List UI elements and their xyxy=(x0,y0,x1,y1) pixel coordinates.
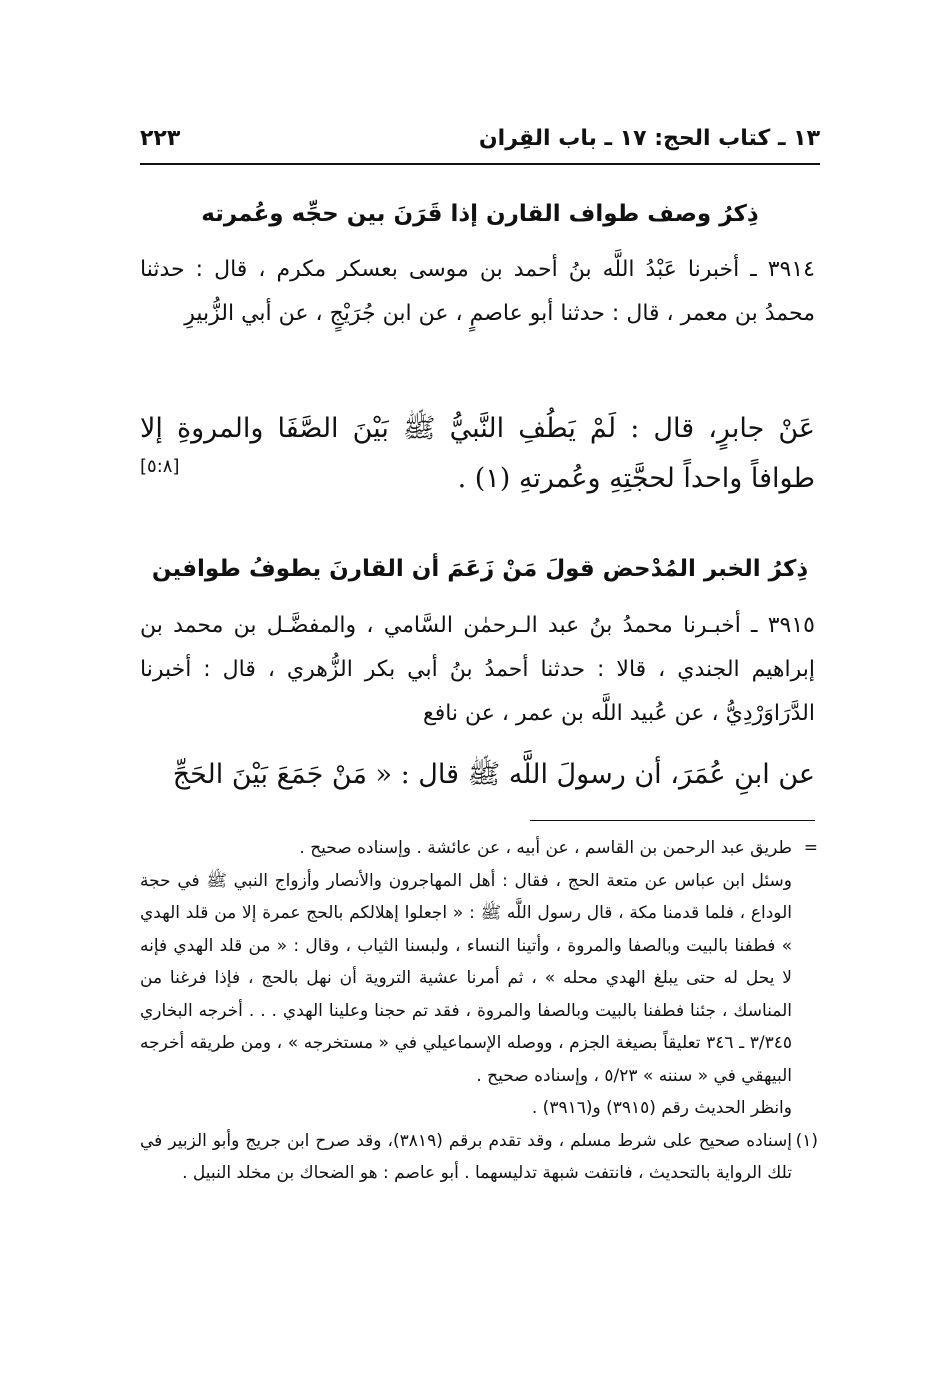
isnad-3914: ٣٩١٤ ـ أخبرنا عَبْدُ اللَّه بنُ أحمد بن موسى بعسكر مكرم ، قال : حدثنا محمدُ بن معمر ، قال : حدثنا أبو عاصمٍ ، عن ابن جُرَيْجٍ ، عن أبي الزُّبيرِ xyxy=(140,257,815,326)
footnote-marker: = xyxy=(803,838,818,858)
footnote-line: إسناده صحيح على شرط مسلم ، وقد تقدم برقم (٣٨١٩)، وقد صرح ابن جريج وأبو الزبير في تلك الرواية بالتحديث ، فانتفت شبهة تدليسهما . أبو عاصم : هو الضحاك بن مخلد النبيل . xyxy=(140,1130,792,1183)
section-heading-1: ذِكرُ وصف طواف القارن إذا قَرَنَ بين حجِّه وعُمرته xyxy=(201,201,759,227)
reference-tag: [٥:٨] xyxy=(140,456,180,477)
running-header xyxy=(140,126,820,160)
footnote-marker: (١) xyxy=(795,1130,818,1151)
footnote-line: طريق عبد الرحمن بن القاسم ، عن أبيه ، عن عائشة . وإسناده صحيح . xyxy=(299,838,792,858)
footnote-line: وانظر الحديث رقم (٣٩١٥) و(٣٩١٦) . xyxy=(531,1098,792,1118)
matn-3914: عَنْ جابرٍ، قال : لَمْ يَطُفِ النَّبيُّ ﷺ بَيْنَ الصَّفَا والمروةِ إلا طوافاً واحداً لحجَّتِهِ وعُمرتهِ (١) . xyxy=(140,413,815,494)
footnote-divider xyxy=(530,820,815,821)
matn-3915: عن ابنِ عُمَرَ، أن رسولَ اللَّه ﷺ قال : « مَنْ جَمَعَ بَيْنَ الحَجِّ xyxy=(172,759,815,790)
page-number: ٢٢٣ xyxy=(140,126,181,151)
footnote-continued xyxy=(140,832,818,1125)
footnote-line: وسئل ابن عباس عن متعة الحج ، فقال : أهل المهاجرون والأنصار وأزواج النبي ﷺ في حجة الوداع ، فلما قدمنا مكة ، قال رسول اللَّه ﷺ : « اجعلوا إهلالكم بالحج عمرة إلا من قلد الهدي » فطفنا بالبيت وبالصفا والمروة ، وأتينا النساء ، ولبسنا الثياب ، وقال : « من قلد الهدي فإنه لا يحل له حتى يبلغ الهدي محله » ، ثم أمرنا عشية التروية أن نهل بالحج ، فإذا فرغنا من المناسك ، جئنا فطفنا بالبيت وبالصفا والمروة ، فقد تم حجنا وعلينا الهدي . . . أخرجه البخاري ٣/٣٤٥ ـ ٣٤٦ تعليقاً بصيغة الجزم ، ووصله الإسماعيلي في « مستخرجه » ، ومن طريقه أخرجه البيهقي في « سننه » ٥/٢٣ ، وإسناده صحيح . xyxy=(140,870,792,1086)
header-divider xyxy=(140,163,820,165)
chapter-title: ١٣ ـ كتاب الحج: ١٧ ـ باب القِران xyxy=(478,126,820,151)
footnote-1 xyxy=(140,1125,818,1190)
section-heading-2: ذِكرُ الخبر المُدْحض قولَ مَنْ زَعَمَ أن القارنَ يطوفُ طوافين xyxy=(151,556,809,582)
footnotes xyxy=(140,832,818,1190)
isnad-3915: ٣٩١٥ ـ أخبـرنا محمدُ بنُ عبد الـرحمٰن السَّامي ، والمفضَّـل بن محمد بن إبراهيم الجندي ، قالا : حدثنا أحمدُ بنُ أبي بكر الزُّهري ، قال : أخبرنا الدَّرَاوَرْدِيُّ ، عن عُبيد اللَّه بن عمر ، عن نافع xyxy=(140,613,815,726)
